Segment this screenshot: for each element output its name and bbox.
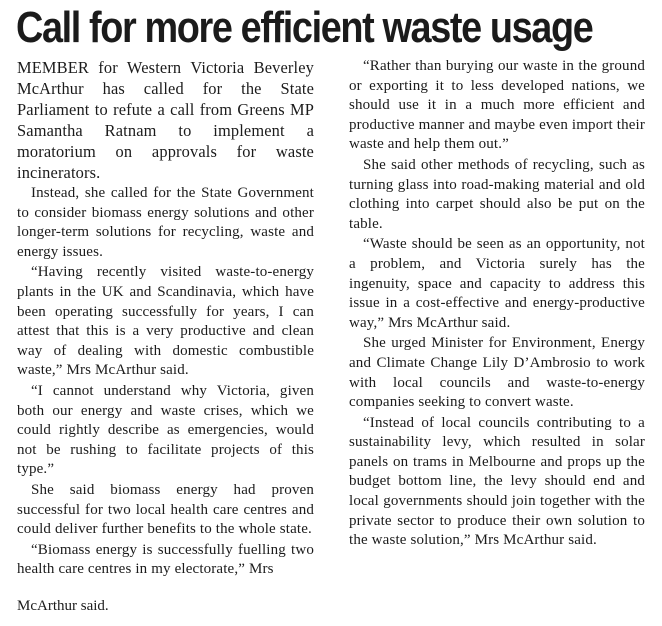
article-paragraph: “Waste should be seen as an opportunity, not a problem, and Victoria surely has the ingenuity, space and capacity to address this issue in a cost-effective and energy-productive way,” Mrs McArthur said. — [349, 236, 645, 331]
article-signoff: McArthur said. — [17, 598, 109, 614]
article-paragraph: She said other methods of recycling, such as turning glass into road-making material and old clothing into carpet should also be put on the table. — [349, 156, 645, 232]
article-column-left — [17, 57, 314, 580]
article-paragraph: MEMBER for Western Victoria Beverley McArthur has called for the State Parliament to refute a call from Greens MP Samantha Ratnam to implement a moratorium on approvals for waste incinerators. — [17, 58, 314, 182]
article-headline: Call for more efficient waste usage — [16, 3, 593, 52]
article-paragraph: “Rather than burying our waste in the ground or exporting it to less developed nations, we should use it in a much more efficient and productive manner and maybe even import their waste and help them out.” — [349, 58, 645, 153]
article-paragraph: Instead, she called for the State Government to consider biomass energy solutions and other longer-term solutions for recycling, waste and energy issues. — [17, 185, 314, 260]
article-column-right — [349, 57, 645, 551]
article-paragraph: “I cannot understand why Victoria, given both our energy and waste crises, which we could rightly describe as emergencies, would not be rushing to facilitate projects of this type.” — [17, 382, 314, 478]
article-paragraph: “Biomass energy is successfully fuelling two health care centres in my electorate,” Mrs — [17, 541, 314, 578]
article-paragraph: “Having recently visited waste-to-energy plants in the UK and Scandinavia, which have been operating successfully for years, I can attest that this is a very productive and clean way of dealing with domestic combustible waste,” Mrs McArthur said. — [17, 264, 314, 379]
article-paragraph: She said biomass energy had proven successful for two local health care centres and could deliver further benefits to the whole state. — [17, 481, 314, 538]
article-paragraph: “Instead of local councils contributing to a sustainability levy, which resulted in solar panels on trams in Melbourne and props up the budget bottom line, the levy should end and local governments should join together with the private sector to produce their own solution to the waste solution,” Mrs McArthur said. — [349, 414, 645, 549]
article-paragraph: She urged Minister for Environment, Energy and Climate Change Lily D’Ambrosio to work with local councils and waste-to-energy companies seeking to convert waste. — [349, 335, 645, 411]
